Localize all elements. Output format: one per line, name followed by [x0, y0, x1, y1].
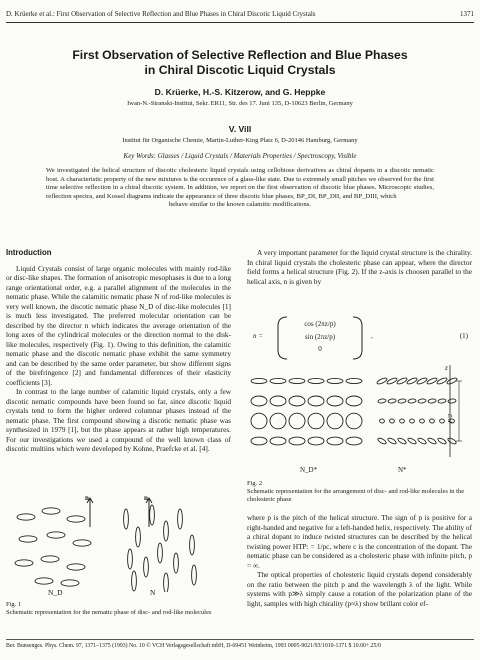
- fig1-disc-molecule: [42, 508, 60, 514]
- fig2-label-discotic: N_D*: [300, 466, 318, 474]
- fig2-disc-molecule: [346, 396, 362, 406]
- equation-right-bracket: [351, 316, 365, 360]
- fig2-disc-molecule: [251, 413, 267, 429]
- title-line-2: in Chiral Discotic Liquid Crystals: [144, 63, 336, 77]
- fig2-disc-molecule: [308, 396, 324, 406]
- fig2-rod-molecule: [386, 377, 397, 385]
- equation-number: (1): [459, 332, 468, 340]
- fig2-axis-label: z: [445, 364, 448, 372]
- figure-1-caption: [6, 601, 231, 617]
- chirality-paragraph: A very important parameter for the liquid crystal structure is the chirality. In chiral liquid crystals the cholesteric phase can appear, where the director field forms a helical structure (Fig. 2). If the z-axis is choosen parallel to the helical axis, n is given by: [247, 248, 472, 286]
- page-number: 1371: [460, 10, 474, 18]
- fig1-director-label-right: n: [144, 494, 148, 502]
- fig1-rod-molecule: [164, 573, 169, 592]
- fig2-rod-molecule: [387, 437, 397, 445]
- fig1-rod-molecule: [128, 549, 133, 569]
- fig2-rod-molecule: [389, 419, 394, 424]
- fig2-rod-molecule: [397, 437, 407, 445]
- fig2-disc-molecule: [289, 396, 305, 406]
- page-footer: Ber. Bunsenges. Phys. Chem. 97, 1371–1375 (1993) No. 10 © VCH Verlagsgesellschaft mbH, D-69451 Weinheim, 1993 0005-9021/93/1010-1371 $ 10.00+.25/0: [6, 639, 474, 649]
- equation-left-bracket: [275, 316, 289, 360]
- section-heading-introduction: Introduction: [6, 248, 52, 257]
- fig2-disc-molecule: [308, 413, 324, 429]
- fig2-disc-molecule: [327, 413, 343, 429]
- authors-group-1: D. Krüerke, H.-S. Kitzerow, and G. Heppke: [154, 87, 326, 97]
- left-column: [6, 248, 231, 454]
- fig2-rod-molecule: [376, 377, 387, 385]
- keywords: Key Words: Glasses / Liquid Crystals / Materials Properties / Spectroscopy, Visible: [123, 152, 357, 160]
- fig1-rod-molecule: [178, 509, 183, 529]
- abstract-last-line: behave similar to the known calamitic modifications.: [168, 201, 312, 209]
- running-title: D. Krüerke et al.: First Observation of Selective Reflection and Blue Phases in Chiral Discotic Liquid Crystals: [6, 10, 316, 18]
- fig1-rod-molecule: [150, 505, 155, 525]
- authors-group-2: V. Vill: [228, 124, 252, 134]
- fig2-disc-molecule: [327, 396, 343, 406]
- fig2-rod-molecule: [409, 419, 414, 424]
- fig2-pitch-label: P/2: [447, 413, 455, 424]
- fig2-rod-molecule: [377, 437, 387, 445]
- fig2-rod-molecule: [419, 419, 424, 424]
- fig2-rod-molecule: [427, 437, 437, 445]
- fig2-disc-molecule: [270, 396, 286, 406]
- fig2-disc-molecule: [251, 378, 267, 383]
- affiliation-1: Iwan-N.-Stranski-Institut, Sekr. ER11, Str. des 17. Juni 135, D-10623 Berlin, Germany: [127, 100, 353, 107]
- figure-1-diagram: [6, 497, 231, 592]
- fig1-disc-molecule: [17, 514, 35, 520]
- fig1-rod-molecule: [158, 543, 163, 563]
- equation-row-1: cos (2πz/p): [304, 320, 336, 328]
- fig1-rod-molecule: [124, 509, 129, 529]
- fig2-rod-molecule: [379, 419, 384, 424]
- fig1-caption-title: Fig. 1: [6, 601, 22, 608]
- fig2-disc-molecule: [289, 437, 305, 445]
- fig2-disc-molecule: [251, 396, 267, 406]
- fig2-disc-molecule: [270, 378, 286, 383]
- fig1-rod-molecule: [164, 521, 169, 541]
- fig2-rod-molecule: [447, 437, 457, 445]
- fig2-rod-molecule: [406, 377, 417, 385]
- equation-1: n = cos (2πz/p) sin (2πz/p) 0 , (1): [247, 316, 472, 360]
- fig2-caption-title: Fig. 2: [247, 480, 263, 487]
- fig1-caption-text: Schematic representation for the nematic phase of disc- and rod-like molecules: [6, 609, 212, 616]
- fig1-disc-molecule: [15, 560, 33, 566]
- fig2-disc-molecule: [346, 437, 362, 445]
- fig2-disc-molecule: [289, 413, 305, 429]
- fig1-rod-molecule: [190, 535, 195, 555]
- figure-2-diagram: [247, 361, 472, 476]
- fig1-label-calamitic: N: [150, 588, 156, 597]
- fig2-disc-molecule: [327, 437, 343, 445]
- fig1-disc-molecule: [35, 578, 53, 584]
- fig1-rod-molecule: [192, 565, 197, 585]
- title-line-1: First Observation of Selective Reflection and Blue Phases: [72, 48, 408, 62]
- fig1-disc-molecule: [61, 580, 79, 586]
- fig2-disc-molecule: [308, 437, 324, 445]
- fig1-rod-molecule: [136, 527, 141, 547]
- affiliation-2: Institut für Organische Chemie, Martin-Luther-King Platz 6, D-20146 Hamburg, Germany: [122, 137, 358, 144]
- fig1-disc-molecule: [41, 556, 59, 562]
- fig2-rod-molecule: [429, 419, 434, 424]
- fig2-rod-molecule: [436, 377, 447, 385]
- running-header: [6, 8, 474, 23]
- fig2-rod-molecule: [398, 399, 406, 404]
- fig2-label-calamitic: N*: [398, 466, 407, 474]
- intro-paragraph-2: In contrast to the large number of calamitic liquid crystals, only a few discotic nematic compounds have been found so far, since discotic liquid crystals tend to form the higher ordered columnar phases instead of the nematic phase. The first compound showing a discotic nematic phase was synthesized in 1979 [1], but the phase appears at rather high temperatures. For our investigations we used a compound of the well known class of discotic multiins which were developed by Kohne, Praefcke et al. [4].: [6, 387, 231, 453]
- fig2-rod-molecule: [448, 399, 456, 404]
- fig2-rod-molecule: [418, 399, 426, 404]
- fig2-rod-molecule: [408, 399, 416, 404]
- fig2-rod-molecule: [388, 399, 396, 404]
- fig1-rod-molecule: [174, 553, 179, 573]
- paper-title: [40, 48, 440, 78]
- fig2-disc-molecule: [270, 437, 286, 445]
- right-column-bottom: [247, 513, 472, 608]
- figure-2-caption: [247, 480, 472, 504]
- fig2-disc-molecule: [289, 378, 305, 383]
- abstract: [46, 167, 434, 210]
- fig2-disc-molecule: [308, 378, 324, 383]
- fig1-disc-molecule: [47, 532, 65, 538]
- pitch-paragraph: where p is the pitch of the helical structure. The sign of p is positive for a right-handed and negative for a left-handed helix, respectively. The ability of a chiral dopant to induce twisted structures can be described by the helical twisting power HTP: = 1/pc, where c is the concentration of the dopant. The nematic phase can be considered as a cholesteric phase with infinite pitch, p = ∞.: [247, 513, 472, 570]
- fig2-rod-molecule: [417, 437, 427, 445]
- equation-row-2: sin (2πz/p): [304, 332, 336, 341]
- fig2-disc-molecule: [251, 437, 267, 445]
- fig1-disc-molecule: [67, 564, 85, 570]
- fig1-label-discotic: N_D: [48, 588, 63, 597]
- fig2-disc-molecule: [327, 378, 343, 383]
- fig2-rod-molecule: [439, 419, 444, 424]
- right-column-top: [247, 248, 472, 286]
- fig2-rod-molecule: [407, 437, 417, 445]
- fig2-rod-molecule: [428, 399, 436, 404]
- fig1-rod-molecule: [132, 571, 137, 591]
- equation-lhs: n =: [253, 332, 263, 340]
- fig1-director-label-left: n: [85, 494, 89, 502]
- fig1-disc-molecule: [67, 516, 85, 522]
- fig2-rod-molecule: [399, 419, 404, 424]
- fig2-rod-molecule: [416, 377, 427, 385]
- equation-row-3: 0: [318, 345, 322, 353]
- fig2-rod-molecule: [437, 437, 447, 445]
- fig2-rod-molecule: [438, 399, 446, 404]
- fig1-rod-molecule: [144, 557, 149, 577]
- fig2-rod-molecule: [396, 377, 407, 385]
- intro-paragraph-1: Liquid Crystals consist of large organic molecules with mainly rod-like or disc-like shapes. The formation of anisotropic mesophases is due to a long range orientational order, e.g. a parallel alignment of the molecules in the nematic phase. While the calamitic nematic phase N of rod-like molecules is very well known, the discotic nematic phase N_D of disc-like molecules [1] is much less investigated. The preferred molecular orientation can be described by the director n which indicates the average orientation of the long axes of the cylindrical molecules or the direction normal to the disk-like molecules, respectively (Fig. 1). Owing to this definition, the calamitic nematic phase and the discotic nematic phase exhibit the same symmetry and can be described by the same order parameter, but show different signs of the birefringence [2] and fundamental differences of their elasticity coefficients [3].: [6, 263, 232, 387]
- optical-paragraph: The optical properties of cholesteric liquid crystals depend considerably on the ratio between the pitch p and the wavelength λ of the light. While systems with p≫λ simply cause a rotation of the polarization plane of the light, samples with high chirality (p≈λ) show brillant color ef-: [247, 570, 472, 608]
- abstract-text: We investigated the helical structure of discotic cholesteric liquid crystals using cellobiose derivatives as chiral dopants in a discotic nematic host. A characteristic property of the new mixtures is the occurence of a glass-like state. Due to extremely small pitches we observed for the first time selective reflection in a chiral discotic system. In addition, we report on the first observation of discotic blue phases. Microscopic studies, reflection spectra, and Kossel diagrams indicate the appearance of three discotic blue phases, BP_DI, BP_DII, and BP_DIII, which: [46, 167, 434, 200]
- fig2-disc-molecule: [346, 413, 362, 429]
- fig2-rod-molecule: [426, 377, 437, 385]
- fig2-caption-text: Schematic representation for the arrangement of disc- and rod-like molecules in the cholesteric phase: [247, 488, 465, 503]
- fig1-disc-molecule: [19, 536, 37, 542]
- fig2-rod-molecule: [378, 399, 386, 404]
- equation-vector: [289, 318, 351, 356]
- fig1-disc-molecule: [73, 540, 91, 546]
- fig2-disc-molecule: [346, 378, 362, 383]
- fig2-disc-molecule: [270, 413, 286, 429]
